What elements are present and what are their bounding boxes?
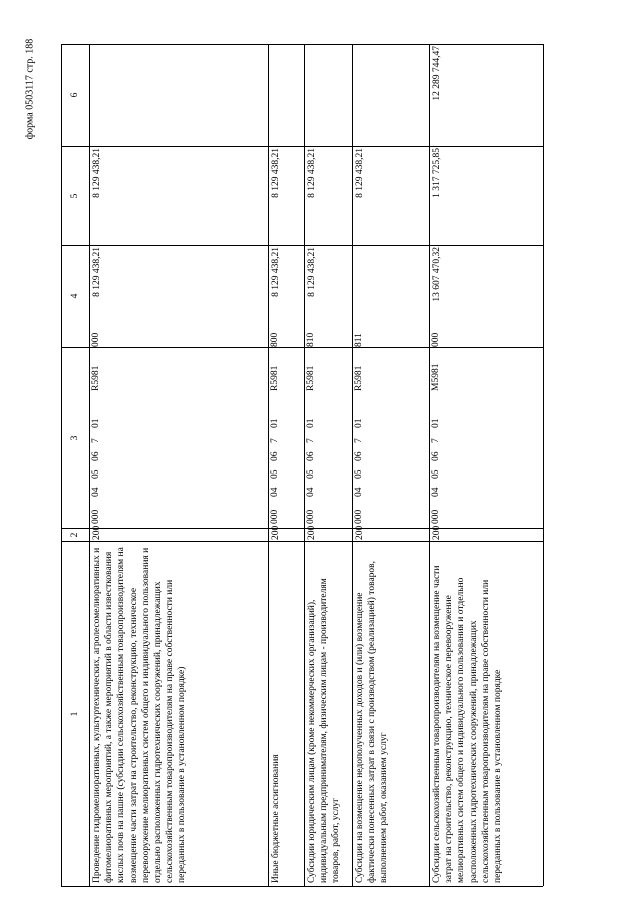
code-part: 05: [270, 469, 280, 479]
column-header-4: [61, 245, 89, 347]
column-header-3: [61, 347, 89, 528]
code-part: M5981: [431, 363, 441, 391]
code-part: 000: [431, 332, 441, 347]
row-col4-cell: [429, 245, 543, 347]
code-part: 06: [431, 451, 441, 461]
row-classification-code: [431, 327, 441, 524]
row-classification-code: [306, 327, 316, 524]
code-part: 04: [354, 487, 364, 497]
column-divider: [61, 886, 543, 887]
row-line-code-cell: [304, 525, 352, 541]
code-part: 000: [91, 332, 101, 347]
row-col5-value: 1 317 725,85: [432, 148, 442, 198]
code-part: 7: [270, 438, 280, 443]
row-col6-cell: [352, 44, 429, 146]
row-col4-value: 8 129 438,21: [92, 247, 102, 297]
code-part: 01: [431, 418, 441, 428]
code-part: 7: [354, 438, 364, 443]
row-name: Проведение гидромелиоративных, культуртехнических, агролесомелиоративных и фитомелиоративных мероприятий, а также мероприятий в области известкования кислых почв на пашне (субсидии сельскохозяйственным товаропроизводителям на возмещение части затрат на строительство, реконструкцию, техническое перевооружение мелиоративных систем общего и индивидуального пользования и отдельно расположенных гидротехнических сооружений, принадлежащих сельскохозяйственным товаропроизводителям на праве собственности или переданных в пользование в установленном порядке): [92, 547, 188, 883]
row-col4-cell: [268, 245, 304, 347]
row-col6-cell: [429, 44, 543, 146]
row-line-code: 200: [307, 525, 317, 540]
code-part: 04: [306, 487, 316, 497]
code-part: 04: [270, 487, 280, 497]
row-col5-cell: [304, 146, 352, 245]
code-part: 05: [431, 469, 441, 479]
code-part: 05: [354, 469, 364, 479]
code-part: 7: [91, 438, 101, 443]
row-col4-value: 8 129 438,21: [307, 247, 317, 297]
column-header-1: [61, 541, 89, 886]
row-col6-cell: [89, 44, 268, 146]
column-header-6: [61, 44, 89, 146]
column-header-2: [61, 528, 89, 541]
row-classification-code: [354, 327, 364, 524]
row-line-code-cell: [352, 525, 429, 541]
row-col6-cell: [304, 44, 352, 146]
column-header-label: 2: [70, 532, 80, 537]
column-header-label: 3: [70, 435, 80, 440]
code-part: R5981: [91, 365, 101, 391]
code-part: 05: [306, 469, 316, 479]
row-divider: [543, 44, 544, 886]
row-classification-code: [91, 327, 101, 524]
row-line-code: 200: [271, 525, 281, 540]
row-col5-value: 8 129 438,21: [271, 148, 281, 198]
row-col5-value: 8 129 438,21: [92, 148, 102, 198]
column-header-label: 4: [70, 293, 80, 299]
row-name-cell: [352, 541, 429, 886]
code-part: 000: [270, 509, 280, 524]
form-reference-text: форма 0503117 стр. 188: [24, 38, 36, 140]
row-name: Иные бюджетные ассигнования: [271, 754, 281, 883]
row-name: Субсидии сельскохозяйственным товаропроизводителям на возмещение части затрат на строительство, реконструкцию, техническое перевооружение мелиоративных систем общего и индивидуального пользования и отдельно расположенных гидротехнических сооружений, принадлежащих сельскохозяйственным товаропроизводителям на праве собственности или переданных в пользование в установленном порядке: [432, 565, 504, 883]
code-part: 05: [91, 469, 101, 479]
code-part: R5981: [270, 365, 280, 391]
code-part: 01: [306, 418, 316, 428]
code-part: 01: [270, 418, 280, 428]
row-line-code-cell: [429, 525, 543, 541]
row-col4-cell: [89, 245, 268, 347]
row-classification-cell: [352, 333, 429, 528]
row-name-cell: [429, 541, 543, 886]
row-col5-value: 8 129 438,21: [307, 148, 317, 198]
code-part: R5981: [306, 365, 316, 391]
code-part: 7: [431, 438, 441, 443]
row-col4-cell: [304, 245, 352, 347]
row-name: Субсидии юридическим лицам (кроме некоммерческих организаций), индивидуальным предпринимателям, физическим лицам - производителям товаров, работ, услуг: [307, 578, 342, 883]
row-col5-value: 8 129 438,21: [355, 148, 365, 198]
code-part: 000: [306, 509, 316, 524]
column-header-5: [61, 146, 89, 245]
code-part: 04: [91, 487, 101, 497]
row-classification-cell: [304, 332, 352, 528]
row-col5-cell: [268, 146, 304, 245]
code-part: 06: [306, 451, 316, 461]
code-part: 7: [306, 438, 316, 443]
row-col5-cell: [429, 146, 543, 245]
row-col5-cell: [89, 146, 268, 245]
column-header-label: 1: [70, 711, 80, 716]
row-col6-value: 12 289 744,47: [432, 46, 442, 101]
column-header-label: 6: [70, 92, 80, 98]
row-col4-cell: [352, 245, 429, 347]
code-part: 06: [270, 451, 280, 461]
code-part: 04: [431, 487, 441, 497]
row-col5-cell: [352, 146, 429, 245]
row-classification-cell: [429, 332, 543, 528]
row-line-code-cell: [89, 525, 268, 541]
code-part: 000: [91, 509, 101, 524]
code-part: 000: [431, 509, 441, 524]
row-col4-value: 13 607 470,32: [432, 247, 442, 302]
row-name-cell: [304, 541, 352, 886]
code-part: 800: [270, 332, 280, 347]
code-part: 810: [306, 332, 316, 347]
row-line-code: 200: [355, 525, 365, 540]
row-classification-cell: [268, 332, 304, 528]
code-part: 000: [354, 509, 364, 524]
row-classification-cell: [89, 332, 268, 528]
row-col6-cell: [268, 44, 304, 146]
row-name-cell: [268, 541, 304, 886]
code-part: 01: [354, 418, 364, 428]
row-classification-code: [270, 327, 280, 524]
code-part: 06: [354, 451, 364, 461]
row-name-cell: [89, 541, 268, 886]
row-col4-value: 8 129 438,21: [271, 247, 281, 297]
row-name: Субсидии на возмещение недополученных доходов и (или) возмещение фактически понесенных затрат в связи с производством (реализацией) товаров, выполнением работ, оказанием услуг: [355, 560, 390, 883]
code-part: 06: [91, 451, 101, 461]
row-line-code: 200: [92, 525, 102, 540]
row-line-code-cell: [268, 525, 304, 541]
code-part: 01: [91, 418, 101, 428]
column-header-label: 5: [70, 193, 80, 198]
row-line-code: 200: [432, 525, 442, 540]
code-part: R5981: [354, 365, 364, 391]
code-part: 811: [354, 333, 364, 347]
